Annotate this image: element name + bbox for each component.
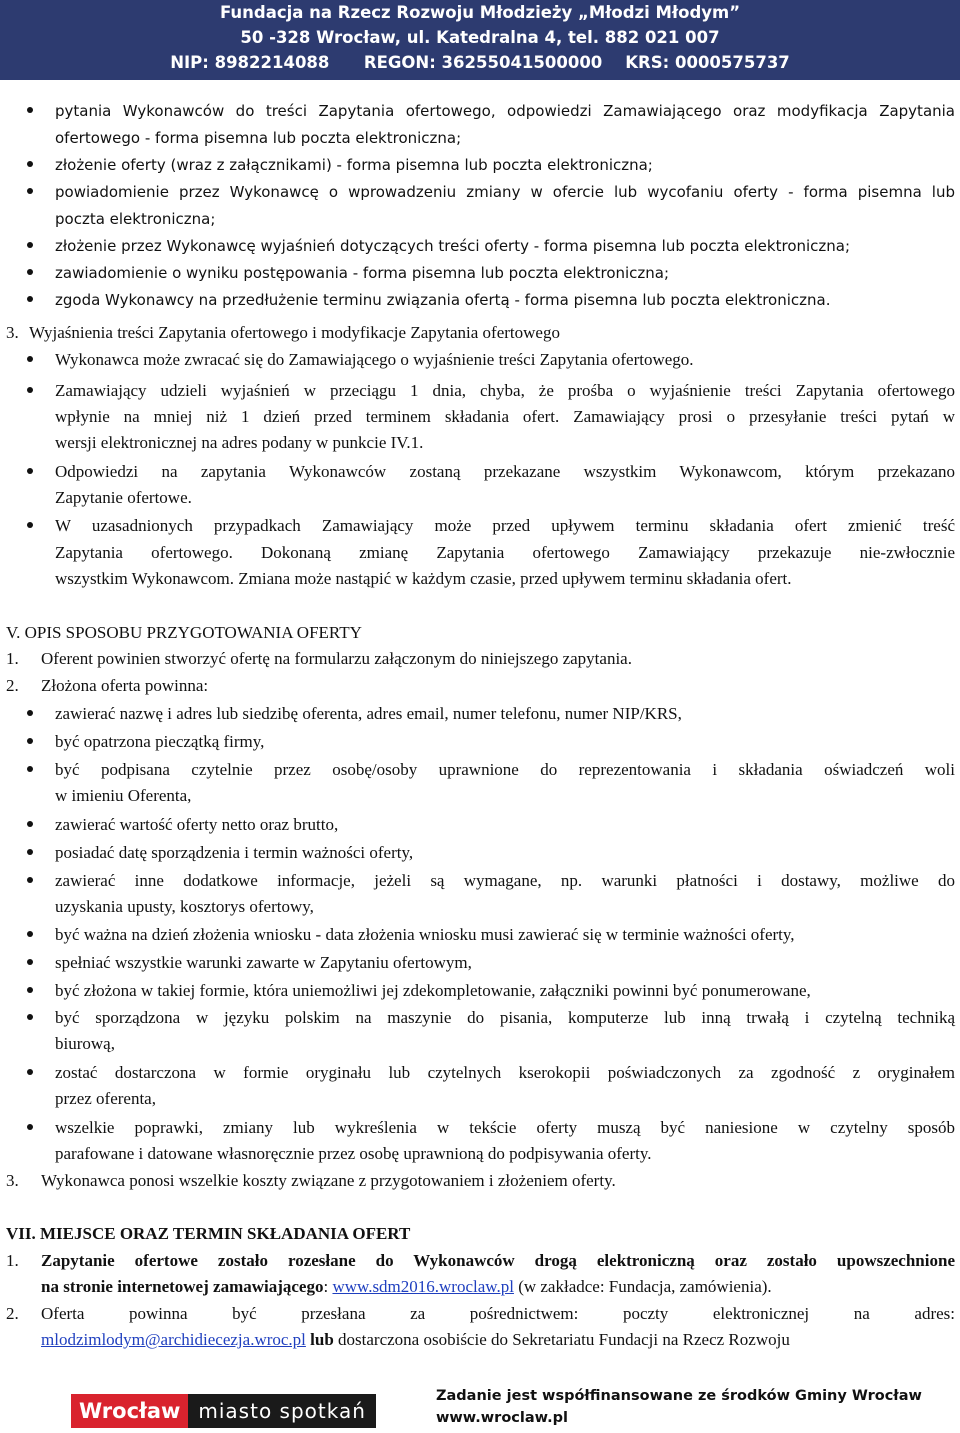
list-item: W uzasadnionych przypadkach Zamawiający może przed upływem terminu składania ofert zmienić treść xyxy=(55,516,955,535)
bullet-icon xyxy=(27,356,33,362)
list-item: powiadomienie przez Wykonawcę o wprowadzeniu zmiany w ofercie lub wycofaniu oferty - forma pisemna lub xyxy=(55,183,955,201)
section-heading: VII. MIEJSCE ORAZ TERMIN SKŁADANIA OFERT xyxy=(6,1224,411,1243)
list-item-cont: poczta elektroniczna; xyxy=(55,210,216,228)
list-item: Odpowiedzi na zapytania Wykonawców zostaną przekazane wszystkim Wykonawcom, którym przekazano xyxy=(55,462,955,481)
list-item: pytania Wykonawców do treści Zapytania ofertowego, odpowiedzi Zamawiającego oraz modyfikacja Zapytania xyxy=(55,102,955,120)
logo-tagline: miasto spotkań xyxy=(188,1394,376,1428)
email-link[interactable]: mlodzimlodym@archidiecezja.wroc.pl xyxy=(41,1330,306,1349)
list-item-cont: wersji elektronicznej na adres podany w punkcie IV.1. xyxy=(55,433,424,452)
item-number: 2. xyxy=(6,676,19,695)
list-item: spełniać wszystkie warunki zawarte w Zapytaniu ofertowym, xyxy=(55,953,472,972)
list-item-cont: parafowane i datowane własnoręcznie przez osobę uprawnioną do podpisywania oferty. xyxy=(55,1144,652,1163)
bullet-icon xyxy=(27,188,33,194)
website-link[interactable]: www.sdm2016.wroclaw.pl xyxy=(332,1277,514,1296)
bullet-icon xyxy=(27,766,33,772)
item-colon: : xyxy=(323,1277,333,1296)
item-bold-text: na stronie internetowej zamawiającego xyxy=(41,1277,324,1296)
funding-note: Zadanie jest współfinansowane ze środków Gminy Wrocław xyxy=(436,1388,922,1404)
list-item: zgoda Wykonawcy na przedłużenie terminu związania ofertą - forma pisemna lub poczta elektroniczna. xyxy=(55,291,831,309)
section-heading: V. OPIS SPOSOBU PRZYGOTOWANIA OFERTY xyxy=(6,623,362,642)
bullet-icon xyxy=(27,107,33,113)
bullet-icon xyxy=(27,161,33,167)
list-item-cont: biurową, xyxy=(55,1034,115,1053)
numbered-item: Oferta powinna być przesłana za pośrednictwem: poczty elektronicznej na adres: xyxy=(41,1304,955,1323)
bullet-icon xyxy=(27,738,33,744)
list-item-cont: ofertowego - forma pisemna lub poczta elektroniczna; xyxy=(55,129,462,147)
list-item-cont: wpłynie na mniej niż 1 dzień przed terminem składania ofert. Zamawiający prosi o przesyłanie treści pytań w xyxy=(55,407,955,426)
list-item: wszelkie poprawki, zmiany lub wykreślenia w tekście oferty muszą być naniesione w czytelny sposób xyxy=(55,1118,955,1137)
footer-url[interactable]: www.wroclaw.pl xyxy=(436,1410,568,1426)
list-item: być ważna na dzień złożenia wniosku - data złożenia wniosku musi zawierać się w terminie ważności oferty, xyxy=(55,925,795,944)
bullet-icon xyxy=(27,987,33,993)
list-item: być sporządzona w języku polskim na maszynie do pisania, komputerze lub inną trwałą i czytelną techniką xyxy=(55,1008,955,1027)
bullet-icon xyxy=(27,821,33,827)
list-item-cont: uzyskania upusty, kosztorys ofertowy, xyxy=(55,897,314,916)
list-item: zawierać inne dodatkowe informacje, jeżeli są wymagane, np. warunki płatności i dostawy, możliwe do xyxy=(55,871,955,890)
list-item: złożenie oferty (wraz z załącznikami) - forma pisemna lub poczta elektroniczna; xyxy=(55,156,653,174)
numbered-item: Złożona oferta powinna: xyxy=(41,676,209,695)
letterhead xyxy=(0,0,960,80)
list-item: być opatrzona pieczątką firmy, xyxy=(55,732,265,751)
list-item-cont: Zapytania ofertowego. Dokonaną zmianę Zapytania ofertowego Zamawiający przekazuje nie-zwłocznie xyxy=(55,543,955,562)
list-item: złożenie przez Wykonawcę wyjaśnień dotyczących treści oferty - forma pisemna lub poczta elektroniczna; xyxy=(55,237,851,255)
bullet-icon xyxy=(27,1124,33,1130)
item-bold-text: lub xyxy=(305,1330,339,1349)
bullet-icon xyxy=(27,959,33,965)
item-number: 2. xyxy=(6,1304,19,1323)
bullet-icon xyxy=(27,877,33,883)
numbered-item-cont xyxy=(41,1276,772,1298)
item-number: 1. xyxy=(6,649,19,668)
list-item-cont: przez oferenta, xyxy=(55,1089,156,1108)
numbered-item-cont xyxy=(41,1329,790,1351)
section-number: 3. xyxy=(6,323,19,342)
item-number: 3. xyxy=(6,1171,19,1190)
bullet-icon xyxy=(27,387,33,393)
list-item: zawierać wartość oferty netto oraz brutto, xyxy=(55,815,339,834)
foundation-registry: NIP: 8982214088 REGON: 36255041500000 KRS: 0000575737 xyxy=(170,53,790,72)
numbered-item: Oferent powinien stworzyć ofertę na formularzu załączonym do niniejszego zapytania. xyxy=(41,649,632,668)
bullet-icon xyxy=(27,468,33,474)
foundation-address: 50 -328 Wrocław, ul. Katedralna 4, tel. 882 021 007 xyxy=(240,28,720,47)
numbered-item: Zapytanie ofertowe zostało rozesłane do Wykonawców drogą elektroniczną oraz zostało upowszechnione xyxy=(41,1251,955,1270)
item-number: 1. xyxy=(6,1251,19,1270)
bullet-icon xyxy=(27,931,33,937)
list-item-cont: w imieniu Oferenta, xyxy=(55,786,192,805)
list-item: być podpisana czytelnie przez osobę/osoby uprawnione do reprezentowania i składania oświadczeń woli xyxy=(55,760,955,779)
section-title: Wyjaśnienia treści Zapytania ofertowego i modyfikacje Zapytania ofertowego xyxy=(29,323,560,342)
item-text: dostarczona osobiście do Sekretariatu Fundacji na Rzecz Rozwoju xyxy=(338,1330,790,1349)
bullet-icon xyxy=(27,269,33,275)
list-item-cont: Zapytanie ofertowe. xyxy=(55,488,192,507)
bullet-icon xyxy=(27,1014,33,1020)
list-item: posiadać datę sporządzenia i termin ważności oferty, xyxy=(55,843,414,862)
list-item-cont: wszystkim Wykonawcom. Zmiana może nastąpić w każdym czasie, przed upływem terminu składania ofert. xyxy=(55,569,792,588)
bullet-icon xyxy=(27,710,33,716)
numbered-item: Wykonawca ponosi wszelkie koszty związane z przygotowaniem i złożeniem oferty. xyxy=(41,1171,616,1190)
bullet-icon xyxy=(27,1069,33,1075)
list-item: być złożona w takiej formie, która uniemożliwi jej zdekompletowanie, załączniki powinni być ponumerowane, xyxy=(55,981,811,1000)
bullet-icon xyxy=(27,522,33,528)
item-text: (w zakładce: Fundacja, zamówienia). xyxy=(513,1277,772,1296)
bullet-icon xyxy=(27,849,33,855)
wroclaw-logo xyxy=(71,1394,376,1428)
list-item: zawiadomienie o wyniku postępowania - forma pisemna lub poczta elektroniczna; xyxy=(55,264,670,282)
list-item: zostać dostarczona w formie oryginału lub czytelnych kserokopii poświadczonych za zgodność z oryginałem xyxy=(55,1063,955,1082)
logo-wroclaw: Wrocław xyxy=(71,1394,188,1428)
list-item: zawierać nazwę i adres lub siedzibę oferenta, adres email, numer telefonu, numer NIP/KRS, xyxy=(55,704,682,723)
foundation-name: Fundacja na Rzecz Rozwoju Młodzieży „Młodzi Młodym” xyxy=(219,3,741,22)
bullet-icon xyxy=(27,242,33,248)
list-item: Zamawiający udzieli wyjaśnień w przeciągu 1 dnia, chyba, że prośba o wyjaśnienie treści Zapytania ofertowego xyxy=(55,381,955,400)
bullet-icon xyxy=(27,296,33,302)
list-item: Wykonawca może zwracać się do Zamawiającego o wyjaśnienie treści Zapytania ofertowego. xyxy=(55,350,694,369)
